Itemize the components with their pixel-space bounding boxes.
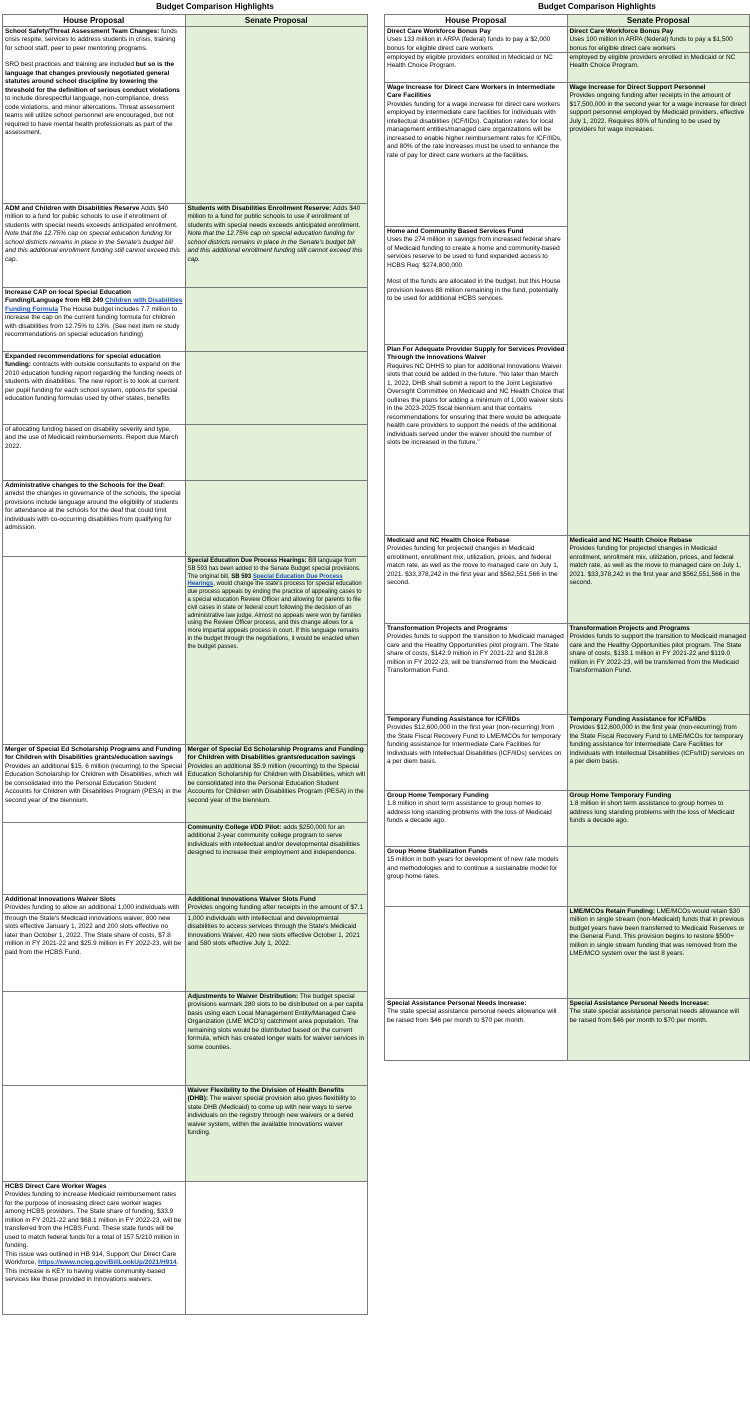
house-cap-increase-cell: Increase CAP on local Special Education Funding/Language from HB 249 Children with Disabilities Funding Formula The House budget includes 7.7 million to increase the cap on the current funding formula for children with disabilities from 12.75% to 13%. (See next item re study recommendations on special education funding) xyxy=(3,288,186,352)
house-waiver-slots-cell: Additional Innovations Waiver Slots Provides funding to allow an additional 1,000 individuals with xyxy=(3,895,186,914)
house-hcbs-fund-cell: Home and Community Based Services Fund Uses the 274 million in savings from increased federal share of Medicaid funding to create a home and community-based services reserve to be used to fund expanded access to HCBS Req: $274,800,000 Most of the funds are allocated in the budget, but this House provision leaves 88 million remaining in the fund, potentially to be used for additional HCBS services. xyxy=(385,227,568,345)
senate-bonus-pay-cell: Direct Care Workforce Bonus Pay Uses 100 million in ARPA (federal) funds to pay a $1,500 bonus for eligible direct care workers xyxy=(568,27,750,53)
house-medicaid-rebase-cell: Medicaid and NC Health Choice Rebase Provides funding for projected changes in Medicaid enrollment, enrollment mix, utilization, prices, and federal match rate, as well as the move to managed care on July 1, 2021. $33,378,242 in the first year and $562,551,566 in the second. xyxy=(385,536,568,624)
house-waiver-slots-continued-cell: through the State's Medicaid innovations waiver, 800 new slots effective January 1, 2022 and 200 slots effective no later than October 1, 2022. The State share of costs, $7.8 million in FY 2021-22 and $25.9 million in FY 2022-23, will be paid from the HCBS Fund. xyxy=(3,914,186,992)
house-lme-retain-cell xyxy=(385,907,568,999)
senate-enrollment-reserve-cell: Students with Disabilities Enrollment Reserve: Adds $40 million to a fund for public schools to use if enrollment of students with special needs exceeds anticipated enrollment. Note that the 12.75% cap on special education funding for school districts remains in place in the Senate's budget bill and this additional enrollment funding still cannot exceed this cap. xyxy=(186,204,369,288)
house-school-safety-cell: School Safety/Threat Assessment Team Changes: funds crisis respite, services to address students in crisis, training for school staff, peer to peer mentoring programs. SRO best practices and training are included but so is the language that changes previously negotiated general statutes around school discipline by lowering the threshold for the definition of serious conduct violations to include disrespectful language, non-compliance, dress code violations, and minor altercations. Threat assessment teams will utilize school personnel are encouraged, but not required to have mental health professionals as part of the assessment. xyxy=(3,27,186,204)
house-bonus-pay-continued-cell: employed by eligible providers enrolled in Medicaid or NC Health Choice Program. xyxy=(385,53,568,83)
senate-group-home-stabilization-cell xyxy=(568,847,750,907)
senate-due-process-cell: Special Education Due Process Hearings: Bill language from SB 593 has been added to the Senate Budget special provisions. The original bill, SB 593 Special Education Due Process Hearings, would change the state's process for special education due process appeals by ending the practice of appealing cases to a special education Review Officer and allowing for parents to file civil cases in state or federal court following the decision of an administrative law judge. Almost no appeals were won by families using the Review Officer process, and this change allows for a more impartial appeals process in court. If this language remains in the budget through the negotiations, it would be enacted when the budget passes. xyxy=(186,557,369,745)
page-title-right: Budget Comparison Highlights xyxy=(538,2,656,11)
house-hcbs-wages-cell: HCBS Direct Care Worker Wages Provides funding to increase Medicaid reimbursement rates for the purpose of increasing direct care worker wages among HCBS providers. The State share of funding, $33.9 million in FY 2021-22 and $68.1 million in FY 2022-23, will be transferred from the HCBS Fund. These state funds will be used to match federal funds for a total of 157.5/210 million in funding. This issue was outlined in HB 914, Support Our Direct Care Workforce, https://www.ncleg.gov/BillLookUp/2021/H914. This increase is KEY to having viable community-based services like those provided in Innovations waivers. xyxy=(3,1182,186,1315)
senate-waiver-slots-continued-cell: 1,000 individuals with intellectual and developmental disabilities to access services through the State's Medicaid Innovations Waiver, 420 new slots effective October 1, 2021 and 580 slots effective July 1, 2022. xyxy=(186,914,369,992)
house-provider-supply-plan-cell: Plan For Adequate Provider Supply for Services Provided Through the Innovations Waiver Requires NC DHHS to plan for additional Innovations Waiver slots that could be added in the future. “No later than March 1, 2022, DHB shall submit a report to the Joint Legislative Oversight Committee on Medicaid and NC Health Choice that outlines the plans for adding a minimum of 1,000 waiver slots in the 2023-2025 fiscal biennium and that contains recommendations for ensuring that there would be adequate health care providers to support the needs of the additional individuals served under the waiver should the number of slots be increased in the future.” xyxy=(385,345,568,536)
senate-cap-increase-cell xyxy=(186,288,369,352)
house-community-college-cell xyxy=(3,823,186,895)
senate-bonus-pay-continued-cell: employed by eligible providers enrolled in Medicaid or NC Health Choice Program. xyxy=(568,53,750,83)
senate-personal-needs-cell: Special Assistance Personal Needs Increase: The state special assistance personal needs allowance will be raised from $46 per month to $70 per month. xyxy=(568,999,750,1061)
senate-direct-support-wage-cell: Wage Increase for Direct Support Personnel Provides ongoing funding after receipts in the amount of $17,500,000 in the second year for a wage increase for direct support personnel employed by Medicaid providers, effective July 1, 2022. Requires 80% of funding to be used by providers for wage increases. xyxy=(568,83,750,536)
comparison-table-right xyxy=(384,14,750,1061)
hb914-link[interactable]: https://www.ncleg.gov/BillLookUp/2021/H914 xyxy=(38,1259,177,1267)
house-bonus-pay-cell: Direct Care Workforce Bonus Pay Uses 133 million in ARPA (federal) funds to pay a $2,000 bonus for eligible direct care workers xyxy=(385,27,568,53)
house-expanded-recommendations-cell: Expanded recommendations for special education funding: contracts with outside consultants to expand on the 2010 education funding report regarding the funding needs of students with disabilities. The new report is to look at current per pupil funding for each school system, options for special education funding formulas used by other states, benefits xyxy=(3,352,186,425)
senate-group-home-temp-cell: Group Home Temporary Funding 1.8 million in short term assistance to group homes to address long standing problems with the loss of Medicaid funds a decade ago. xyxy=(568,791,750,847)
house-recommendations-continued-cell: of allocating funding based on disability severity and type, and the use of Medicaid reimbursements. Report due March 2022. xyxy=(3,425,186,481)
comparison-table-left xyxy=(2,14,368,1315)
house-transformation-cell: Transformation Projects and Programs Provides funds to support the transition to Medicaid managed care and the Healthy Opportunities pilot program. The State share of costs, $142.9 million in FY 2021-22 and $128.8 million in FY 2022-23, will be transferred from the Medicaid Transformation Fund. xyxy=(385,624,568,715)
senate-waiver-flexibility-cell: Waiver Flexibility to the Division of Health Benefits (DHB): The waiver special provision also gives flexibility to state DHB (Medicaid) to come up with new ways to serve individuals on the registry through new waivers or a tiered waiver system, within the available Innovations waiver funding. xyxy=(186,1086,369,1182)
senate-lme-retain-cell: LME/MCOs Retain Funding: LME/MCOs would retain $30 million in single stream (non-Medicaid) funds that in previous budget years have been transferred to Medicaid Reserves or the General Fund. This provision begins to restore $500+ million in single stream funding that was removed from the LME/MCO system over the last 8 years. xyxy=(568,907,750,999)
house-personal-needs-cell: Special Assistance Personal Needs Increase: The state special assistance personal needs allowance will be raised from $46 per month to $70 per month. xyxy=(385,999,568,1061)
due-process-link[interactable]: Special Education Due Process Hearings xyxy=(187,573,343,588)
house-header-right: House Proposal xyxy=(385,15,568,27)
senate-expanded-recommendations-cell xyxy=(186,352,369,425)
house-header: House Proposal xyxy=(3,15,186,27)
house-scholarship-merger-cell: Merger of Special Ed Scholarship Programs and Funding for Children with Disabilities grants/education savings Provides an additional $15. 6 million (recurring) to the Special Education Scholarship for Children with Disabilities, which will be consolidated into the Personal Education Student Accounts for Children with Disabilities Program (PESA) in the second year of the biennium. xyxy=(3,745,186,823)
senate-recommendations-continued-cell xyxy=(186,425,369,481)
senate-waiver-slots-cell: Additional Innovations Waiver Slots Fund Provides ongoing funding after receipts in the amount of $7.1 xyxy=(186,895,369,914)
house-adm-reserve-cell: ADM and Children with Disabilities Reserve Adds $40 million to a fund for public schools to use if enrollment of students with special needs exceeds anticipated enrollment. Note that the 12.75% cap on special education funding for school districts remains in place in the Senate's budget bill and this additional enrollment funding still cannot exceed this cap. xyxy=(3,204,186,288)
house-waiver-flexibility-cell xyxy=(3,1086,186,1182)
senate-icf-temp-funding-cell: Temporary Funding Assistance for ICFs/IIDs Provides $12,600,000 in the first year (non-recurring) from the State Fiscal Recovery Fund to LME/MCOs for temporary funding assistance for Intermediate Care Facilities for Individuals with Intellectual Disabilities (ICFs/IID) services on a per diem basis. xyxy=(568,715,750,791)
house-icf-temp-funding-cell: Temporary Funding Assistance for ICF/IIDs Provides $12,600,000 in the first year (non-recurring) from the State Fiscal Recovery Fund to LME/MCOs for temporary funding assistance for Intermediate Care Facilities for Individuals with Intellectual Disabilities (ICF/IIDs) services on a per diem basis. xyxy=(385,715,568,791)
left-table-section xyxy=(2,0,368,1315)
house-waiver-distribution-cell xyxy=(3,992,186,1086)
senate-scholarship-merger-cell: Merger of Special Ed Scholarship Programs and Funding for Children with Disabilities grants/education savings Provides an additional $5.9 million (recurring) to the Special Education Scholarship for Children with Disabilities, which will be consolidated into the Personal Education Student Accounts for Children with Disabilities Program (PESA) in the second year of the biennium. xyxy=(186,745,369,823)
senate-header-right: Senate Proposal xyxy=(568,15,750,27)
senate-waiver-distribution-cell: Adjustments to Waiver Distribution: The budget special provisions earmark 280 slots to be distributed on a per capita basis using each Local Management Entity/Managed Care Organization (LME MCO's) catchment area population. The remaining slots would be distributed based on the current formula, which has created longer waits for waiver services in some counties. xyxy=(186,992,369,1086)
house-icf-wage-increase-cell: Wage Increase for Direct Care Workers in Intermediate Care Facilities Provides funding for a wage increase for direct care workers employed by intermediate care facilities for individuals with intellectual disabilities (ICF/IIDs). Capitation rates for local management entities/managed care organizations will be increased to enable higher reimbursement rates for ICF/IIDs, and 80% of the rate increases must be used to enhance the rate of pay for direct care workers at the facilities. xyxy=(385,83,568,227)
senate-header: Senate Proposal xyxy=(186,15,369,27)
senate-school-safety-cell xyxy=(186,27,369,204)
senate-medicaid-rebase-cell: Medicaid and NC Health Choice Rebase Provides funding for projected changes in Medicaid enrollment, enrollment mix, utilization, prices, and federal match rate, as well as the move to managed care on July 1, 2021. $33,378,242 in the first year and $562,551,566 in the second. xyxy=(568,536,750,624)
senate-transformation-cell: Transformation Projects and Programs Provides funds to support the transition to Medicaid managed care and the Healthy Opportunities pilot program. The State share of costs, $133.1 million in FY 2021-22 and $119.0 million in FY 2022-23, will be transferred from the Medicaid Transformation Fund. xyxy=(568,624,750,715)
senate-schools-for-deaf-cell xyxy=(186,481,369,557)
page-title-left: Budget Comparison Highlights xyxy=(156,2,274,11)
children-with-disabilities-link[interactable]: Children with Disabilities Funding Formula xyxy=(5,297,183,313)
house-group-home-temp-cell: Group Home Temporary Funding 1.8 million in short term assistance to group homes to address long standing problems with the loss of Medicaid funds a decade ago. xyxy=(385,791,568,847)
right-table-section xyxy=(384,0,750,1061)
house-schools-for-deaf-cell: Administrative changes to the Schools for the Deaf: amidst the changes in governance of the schools, the special provisions include language around the eligibility of students for attendance at the schools for the deaf that could limit individuals with co-occurring disabilities from qualifying for admission. xyxy=(3,481,186,557)
house-group-home-stabilization-cell: Group Home Stabilization Funds 15 million in both years for development of new rate models and methodologies and to continue a sustainable model for group home rates. xyxy=(385,847,568,907)
senate-community-college-cell: Community College I/DD Pilot: adds $250,000 for an additional 2-year community college program to serve individuals with intellectual and/or developmental disabilities designed to increase their employment and independence. xyxy=(186,823,369,895)
senate-hcbs-wages-cell xyxy=(186,1182,369,1315)
house-due-process-cell xyxy=(3,557,186,745)
